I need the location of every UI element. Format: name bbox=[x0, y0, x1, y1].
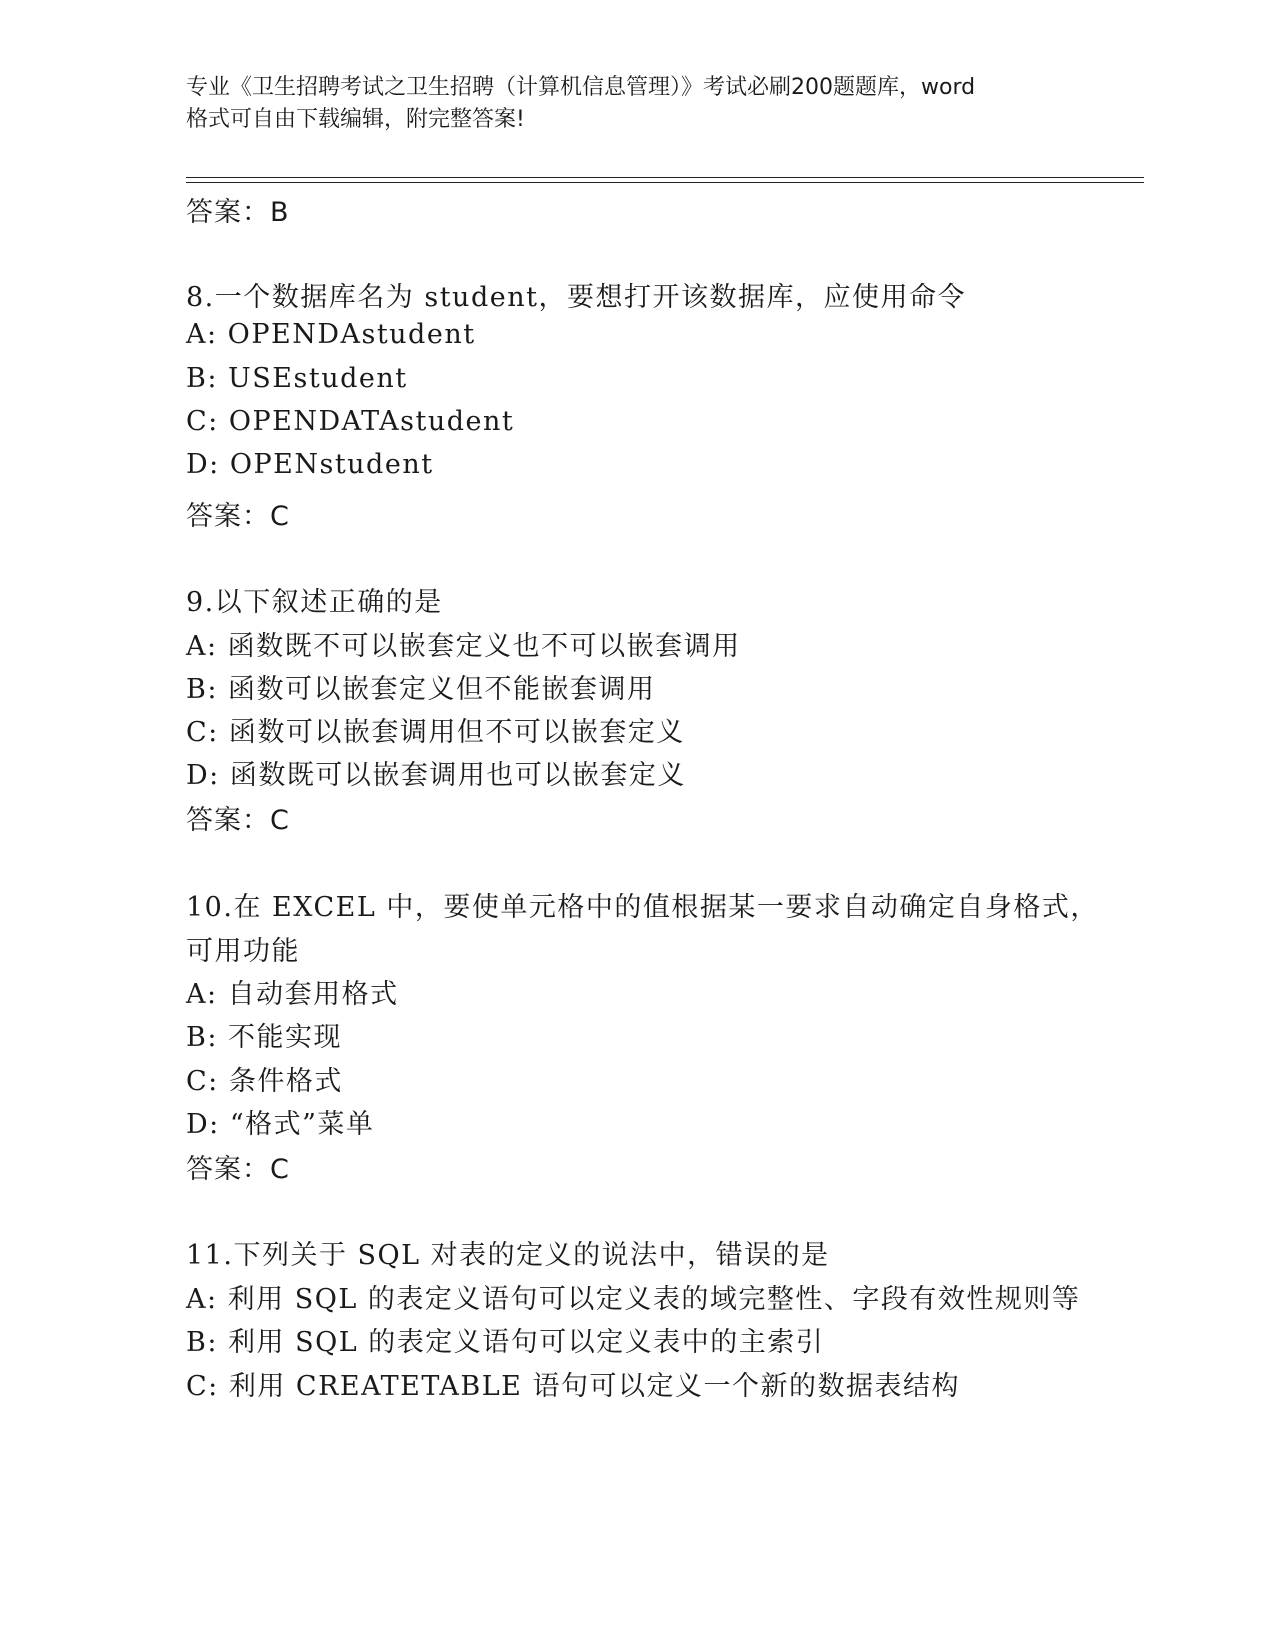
header-divider-bottom bbox=[186, 182, 1144, 183]
question-8-option-d: D: OPENstudent bbox=[186, 449, 434, 480]
header-line-1: 专业《卫生招聘考试之卫生招聘（计算机信息管理）》考试必刷200题题库，word bbox=[186, 75, 976, 100]
question-8-option-a: A: OPENDAstudent bbox=[186, 319, 476, 350]
question-8-option-c: C: OPENDATAstudent bbox=[186, 406, 515, 437]
question-9-answer: 答案：C bbox=[186, 805, 290, 836]
question-11-option-c: C: 利用 CREATETABLE 语句可以定义一个新的数据表结构 bbox=[186, 1371, 960, 1402]
question-9-stem: 9.以下叙述正确的是 bbox=[186, 587, 443, 618]
document-header bbox=[186, 72, 1086, 136]
question-10-stem: 10.在 EXCEL 中，要使单元格中的值根据某一要求自动确定自身格式， bbox=[186, 892, 1099, 923]
question-10-stem-cont: 可用功能 bbox=[186, 936, 300, 967]
question-10-option-b: B: 不能实现 bbox=[186, 1022, 343, 1053]
question-10-option-c: C: 条件格式 bbox=[186, 1066, 343, 1097]
question-11-stem: 11.下列关于 SQL 对表的定义的说法中，错误的是 bbox=[186, 1240, 830, 1271]
question-10-option-a: A: 自动套用格式 bbox=[186, 979, 399, 1010]
question-10-option-d: D: “格式”菜单 bbox=[186, 1109, 375, 1140]
header-divider-top bbox=[186, 177, 1144, 178]
question-8-stem: 8.一个数据库名为 student，要想打开该数据库，应使用命令 bbox=[186, 282, 966, 313]
header-line-2: 格式可自由下载编辑，附完整答案! bbox=[186, 107, 525, 132]
question-9-option-c: C: 函数可以嵌套调用但不可以嵌套定义 bbox=[186, 717, 685, 748]
question-11-option-a: A: 利用 SQL 的表定义语句可以定义表的域完整性、字段有效性规则等 bbox=[186, 1284, 1081, 1315]
question-11-option-b: B: 利用 SQL 的表定义语句可以定义表中的主索引 bbox=[186, 1327, 825, 1358]
question-8-answer: 答案：C bbox=[186, 501, 290, 532]
answer-previous: 答案：B bbox=[186, 197, 290, 228]
question-9-option-b: B: 函数可以嵌套定义但不能嵌套调用 bbox=[186, 674, 656, 705]
question-10-answer: 答案：C bbox=[186, 1154, 290, 1185]
question-9-option-a: A: 函数既不可以嵌套定义也不可以嵌套调用 bbox=[186, 631, 741, 662]
question-9-option-d: D: 函数既可以嵌套调用也可以嵌套定义 bbox=[186, 760, 686, 791]
question-8-option-b: B: USEstudent bbox=[186, 363, 408, 394]
